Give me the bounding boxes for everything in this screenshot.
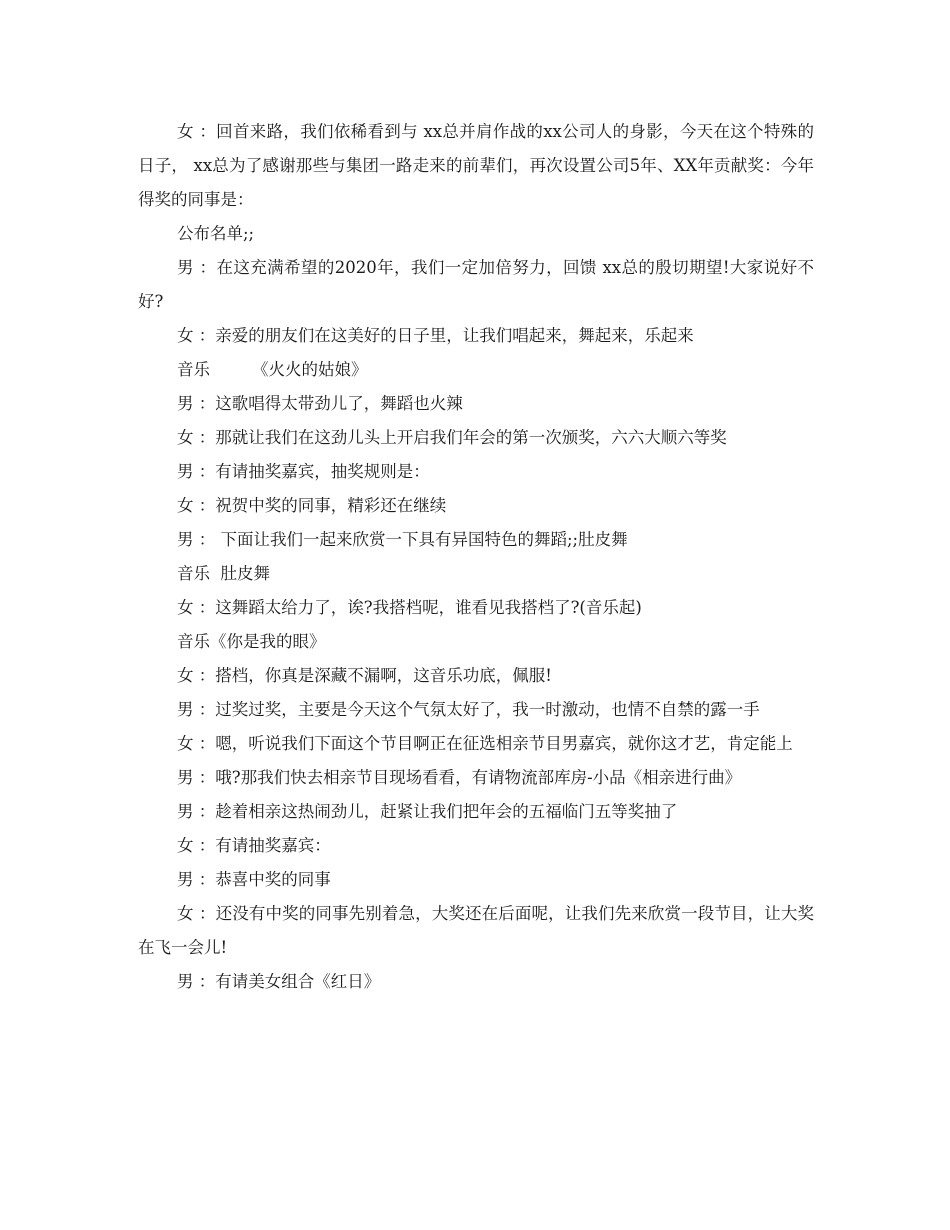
paragraph-19: 女 ：有请抽奖嘉宾： (177, 836, 331, 855)
paragraph-11: 音乐 肚皮舞 (177, 564, 270, 583)
paragraph-14: 女 ：搭档，你真是深藏不漏啊，这音乐功底，佩服! (177, 666, 552, 685)
paragraph-15: 男 ：过奖过奖，主要是今天这个气氛太好了，我一时激动，也情不自禁的露一手 (177, 700, 760, 719)
document-body (138, 115, 814, 999)
paragraph-8: 男 ：有请抽奖嘉宾，抽奖规则是： (177, 462, 430, 481)
paragraph-4: 女 ：亲爱的朋友们在这美好的日子里，让我们唱起来，舞起来，乐起来 (177, 326, 694, 345)
paragraph-9: 女 ：祝贺中奖的同事，精彩还在继续 (177, 496, 447, 515)
paragraph-7: 女 ：那就让我们在这劲儿头上开启我们年会的第一次颁奖，六六大顺六等奖 (177, 428, 727, 447)
paragraph-20: 男 ：恭喜中奖的同事 (177, 870, 331, 889)
paragraph-2: 公布名单;; (177, 224, 255, 243)
paragraph-18: 男 ：趁着相亲这热闹劲儿，赶紧让我们把年会的五福临门五等奖抽了 (177, 802, 678, 821)
paragraph-6: 男 ：这歌唱得太带劲儿了，舞蹈也火辣 (177, 394, 463, 413)
paragraph-21: 女 ：还没有中奖的同事先别着急，大奖还在后面呢，让我们先来欣赏一段节目，让大奖在飞一会儿! (138, 904, 814, 957)
paragraph-12: 女 ：这舞蹈太给力了，诶?我搭档呢，谁看见我搭档了?(音乐起) (177, 598, 642, 617)
paragraph-5: 音乐 《火火的姑娘》 (177, 360, 368, 379)
paragraph-10: 男 ： 下面让我们一起来欣赏一下具有异国特色的舞蹈;;肚皮舞 (177, 530, 628, 549)
paragraph-3: 男 ：在这充满希望的2020年，我们一定加倍努力，回馈 xx总的殷切期望!大家说好不好? (138, 258, 814, 311)
paragraph-17: 男 ：哦?那我们快去相亲节目现场看看，有请物流部库房-小品《相亲进行曲》 (177, 768, 742, 787)
paragraph-13: 音乐《你是我的眼》 (177, 632, 326, 651)
paragraph-22: 男 ：有请美女组合《红日》 (177, 972, 381, 991)
paragraph-1: 女 ：回首来路，我们依稀看到与 xx总并肩作战的xx公司人的身影，今天在这个特殊的日子， xx总为了感谢那些与集团一路走来的前辈们，再次设置公司5年、XX年贡献奖：今年得奖的同事是： (138, 122, 814, 209)
paragraph-16: 女 ：嗯，听说我们下面这个节目啊正在征选相亲节目男嘉宾，就你这才艺，肯定能上 (177, 734, 793, 753)
